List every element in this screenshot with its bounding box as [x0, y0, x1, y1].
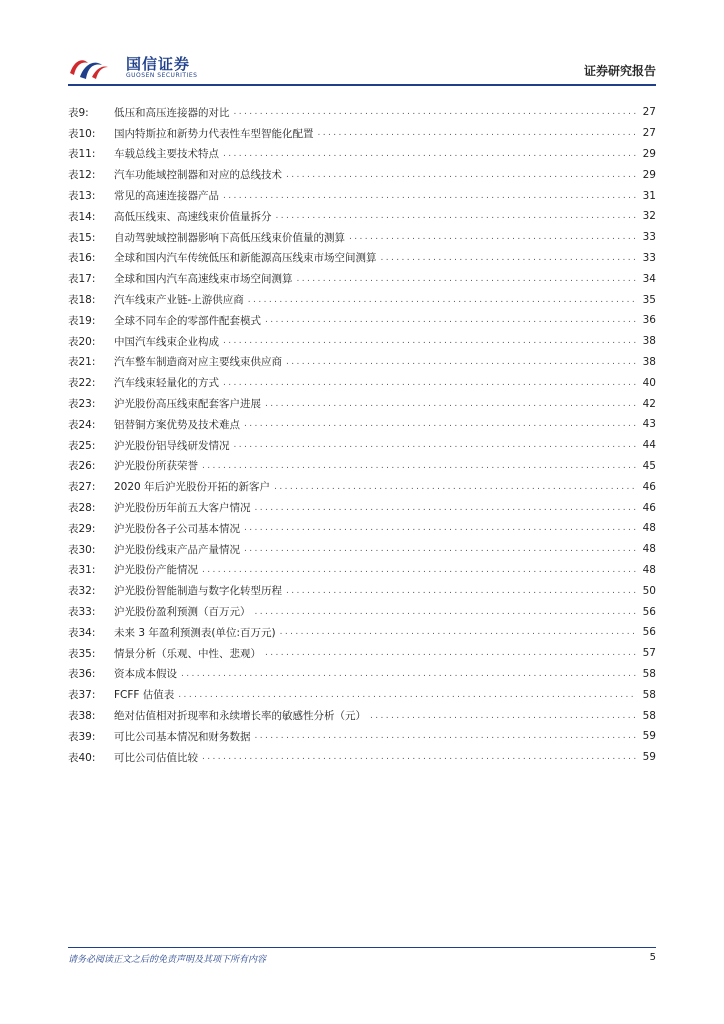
guosen-logo-icon: [68, 53, 110, 81]
toc-entry[interactable]: [68, 310, 656, 331]
toc-entry-title: 沪光股份盈利预测（百万元）: [114, 606, 251, 619]
toc-dot-leader: [286, 586, 636, 596]
toc-entry[interactable]: [68, 331, 656, 352]
report-type-label: 证券研究报告: [583, 64, 656, 78]
toc-dot-leader: [280, 627, 636, 637]
logo-text-en: GUOSEN SECURITIES: [126, 72, 198, 79]
toc-entry-title: 汽车整车制造商对应主要线束供应商: [114, 356, 282, 369]
toc-entry-page: 40: [642, 376, 656, 389]
toc-entry-number: 表40:: [68, 751, 96, 764]
toc-entry-number: 表36:: [68, 668, 96, 681]
toc-entry-number: 表28:: [68, 502, 96, 515]
toc-dot-leader: [178, 690, 636, 700]
toc-entry[interactable]: [68, 705, 656, 726]
toc-entry[interactable]: [68, 580, 656, 601]
toc-entry-page: 29: [642, 168, 656, 181]
toc-dot-leader: [248, 295, 636, 305]
toc-dot-leader: [202, 565, 636, 575]
toc-entry-title: 2020 年后沪光股份开拓的新客户: [114, 481, 271, 494]
toc-dot-leader: [255, 607, 637, 617]
toc-entry-title: 常见的高速连接器产品: [114, 190, 219, 203]
toc-entry-page: 58: [642, 688, 656, 701]
toc-entry[interactable]: [68, 643, 656, 664]
toc-entry-page: 33: [642, 251, 656, 264]
toc-dot-leader: [223, 149, 636, 159]
toc-entry-title: 可比公司估值比较: [114, 751, 198, 764]
toc-entry[interactable]: [68, 352, 656, 373]
toc-dot-leader: [297, 274, 637, 284]
toc-dot-leader: [370, 711, 636, 721]
toc-entry[interactable]: [68, 601, 656, 622]
toc-entry[interactable]: [68, 164, 656, 185]
toc-entry-page: 58: [642, 667, 656, 680]
toc-entry[interactable]: [68, 622, 656, 643]
toc-entry-number: 表9:: [68, 106, 89, 119]
toc-entry[interactable]: [68, 497, 656, 518]
toc-dot-leader: [223, 191, 636, 201]
toc-entry-page: 33: [642, 231, 656, 244]
toc-entry-number: 表35:: [68, 647, 96, 660]
toc-entry-number: 表26:: [68, 460, 96, 473]
toc-dot-leader: [265, 399, 636, 409]
toc-entry-title: 沪光股份铝导线研发情况: [114, 439, 230, 452]
toc-entry-title: 高低压线束、高速线束价值量拆分: [114, 210, 272, 223]
toc-dot-leader: [202, 461, 636, 471]
toc-dot-leader: [381, 253, 637, 263]
toc-entry-title: 全球和国内汽车高速线束市场空间测算: [114, 273, 293, 286]
logo-text-cn: 国信证券: [126, 55, 191, 73]
toc-entry-title: 绝对估值相对折现率和永续增长率的敏感性分析（元）: [114, 710, 366, 722]
toc-dot-leader: [265, 648, 636, 658]
page-number: 5: [649, 952, 656, 963]
toc-entry-page: 56: [642, 626, 656, 639]
toc-entry[interactable]: [68, 747, 656, 768]
table-of-contents: [68, 102, 656, 768]
toc-entry[interactable]: [68, 372, 656, 393]
toc-entry-title: 沪光股份智能制造与数字化转型历程: [114, 585, 282, 598]
toc-entry[interactable]: [68, 102, 656, 123]
toc-entry-number: 表21:: [68, 356, 96, 369]
toc-entry-page: 36: [642, 314, 656, 327]
toc-dot-leader: [202, 752, 636, 762]
toc-entry-page: 45: [642, 459, 656, 472]
toc-entry-title: 沪光股份各子公司基本情况: [114, 522, 240, 535]
toc-entry-page: 43: [642, 418, 656, 431]
toc-entry[interactable]: [68, 539, 656, 560]
toc-dot-leader: [244, 523, 636, 533]
toc-entry-page: 35: [642, 293, 656, 306]
toc-entry-page: 59: [642, 730, 656, 743]
toc-entry-title: 全球和国内汽车传统低压和新能源高压线束市场空间测算: [114, 252, 377, 265]
toc-entry-title: 沪光股份高压线束配套客户进展: [114, 398, 261, 411]
toc-entry-page: 27: [642, 106, 656, 119]
toc-entry-number: 表11:: [68, 148, 96, 161]
toc-entry-title: 低压和高压连接器的对比: [114, 106, 230, 119]
toc-entry-title: 沪光股份所获荣誉: [114, 460, 198, 473]
toc-entry-number: 表23:: [68, 398, 96, 411]
toc-entry-title: 中国汽车线束企业构成: [114, 335, 219, 348]
toc-entry-page: 44: [642, 439, 656, 452]
toc-entry-page: 42: [642, 397, 656, 410]
footer-divider: [68, 947, 656, 948]
toc-entry-title: 国内特斯拉和新势力代表性车型智能化配置: [114, 127, 314, 140]
toc-entry-page: 32: [642, 210, 656, 223]
toc-entry-number: 表19:: [68, 314, 96, 327]
toc-entry-page: 48: [642, 563, 656, 576]
toc-dot-leader: [234, 440, 637, 450]
toc-entry-title: 全球不同车企的零部件配套模式: [114, 314, 261, 327]
toc-entry-page: 27: [642, 127, 656, 140]
toc-entry-title: 沪光股份线束产品产量情况: [114, 543, 240, 556]
toc-entry-number: 表25:: [68, 439, 96, 452]
toc-dot-leader: [234, 107, 637, 117]
toc-entry-number: 表27:: [68, 481, 96, 494]
toc-entry-number: 表16:: [68, 252, 96, 265]
toc-entry-title: 未来 3 年盈利预测表(单位:百万元): [114, 626, 276, 639]
toc-entry[interactable]: [68, 560, 656, 581]
toc-entry-number: 表34:: [68, 626, 96, 639]
toc-entry[interactable]: [68, 185, 656, 206]
toc-entry-number: 表14:: [68, 210, 96, 223]
toc-entry[interactable]: [68, 206, 656, 227]
toc-entry-title: 铝替铜方案优势及技术难点: [114, 418, 240, 431]
toc-entry-title: 自动驾驶域控制器影响下高低压线束价值量的测算: [114, 231, 345, 244]
toc-entry-page: 48: [642, 522, 656, 535]
toc-entry-page: 48: [642, 543, 656, 556]
toc-entry-number: 表17:: [68, 273, 96, 286]
toc-entry[interactable]: [68, 123, 656, 144]
toc-dot-leader: [181, 669, 636, 679]
toc-entry-page: 46: [642, 480, 656, 493]
toc-entry-number: 表30:: [68, 543, 96, 556]
toc-entry[interactable]: [68, 248, 656, 269]
toc-entry-title: 汽车功能域控制器和对应的总线技术: [114, 169, 282, 182]
page-header: [68, 50, 656, 86]
guosen-logo: [68, 50, 208, 84]
footer-disclaimer: 请务必阅读正文之后的免责声明及其项下所有内容: [68, 955, 267, 965]
toc-entry-number: 表29:: [68, 522, 96, 535]
toc-entry-number: 表32:: [68, 585, 96, 598]
toc-entry[interactable]: [68, 393, 656, 414]
toc-entry-page: 50: [642, 584, 656, 597]
toc-dot-leader: [286, 170, 636, 180]
toc-entry-page: 56: [642, 605, 656, 618]
toc-entry-title: 汽车线束轻量化的方式: [114, 377, 219, 390]
toc-entry[interactable]: [68, 518, 656, 539]
toc-dot-leader: [255, 731, 637, 741]
toc-entry-number: 表18:: [68, 294, 96, 307]
toc-entry-number: 表24:: [68, 418, 96, 431]
toc-entry[interactable]: [68, 664, 656, 685]
toc-entry-number: 表38:: [68, 710, 96, 722]
toc-dot-leader: [276, 211, 637, 221]
toc-dot-leader: [274, 482, 636, 492]
toc-dot-leader: [349, 232, 636, 242]
toc-entry[interactable]: [68, 435, 656, 456]
toc-entry-number: 表33:: [68, 606, 96, 619]
toc-entry-page: 34: [642, 272, 656, 285]
toc-dot-leader: [223, 336, 636, 346]
toc-entry-page: 59: [642, 751, 656, 764]
toc-dot-leader: [244, 544, 636, 554]
toc-entry-title: 资本成本假设: [114, 668, 177, 681]
toc-entry-page: 57: [642, 647, 656, 660]
toc-entry-page: 38: [642, 335, 656, 348]
toc-entry[interactable]: [68, 476, 656, 497]
toc-entry-number: 表15:: [68, 231, 96, 244]
toc-entry[interactable]: [68, 289, 656, 310]
toc-entry-number: 表13:: [68, 190, 96, 203]
toc-entry-title: 沪光股份历年前五大客户情况: [114, 502, 251, 515]
toc-entry-page: 58: [642, 709, 656, 722]
toc-entry[interactable]: [68, 456, 656, 477]
toc-entry-number: 表22:: [68, 377, 96, 390]
toc-entry-page: 29: [642, 147, 656, 160]
toc-entry[interactable]: [68, 227, 656, 248]
toc-dot-leader: [255, 503, 637, 513]
header-divider: [68, 84, 656, 86]
toc-dot-leader: [286, 357, 636, 367]
toc-entry-title: 沪光股份产能情况: [114, 564, 198, 577]
toc-entry[interactable]: [68, 726, 656, 747]
toc-dot-leader: [223, 378, 636, 388]
toc-entry-number: 表39:: [68, 730, 96, 743]
toc-entry-page: 46: [642, 501, 656, 514]
toc-entry[interactable]: [68, 268, 656, 289]
toc-entry-number: 表10:: [68, 127, 96, 140]
toc-entry[interactable]: [68, 144, 656, 165]
toc-entry-title: 情景分析（乐观、中性、悲观）: [114, 647, 261, 660]
toc-dot-leader: [244, 419, 636, 429]
toc-entry-title: 车载总线主要技术特点: [114, 148, 219, 161]
toc-entry-title: 可比公司基本情况和财务数据: [114, 730, 251, 743]
toc-entry-number: 表37:: [68, 689, 96, 702]
toc-dot-leader: [265, 315, 636, 325]
toc-entry-number: 表12:: [68, 169, 96, 182]
toc-dot-leader: [318, 128, 637, 138]
toc-entry-page: 38: [642, 355, 656, 368]
toc-entry[interactable]: [68, 414, 656, 435]
toc-entry-page: 31: [642, 189, 656, 202]
toc-entry-number: 表31:: [68, 564, 96, 577]
toc-entry[interactable]: [68, 684, 656, 705]
toc-entry-title: 汽车线束产业链-上游供应商: [114, 294, 244, 307]
toc-entry-number: 表20:: [68, 335, 96, 348]
toc-entry-title: FCFF 估值表: [114, 689, 175, 702]
